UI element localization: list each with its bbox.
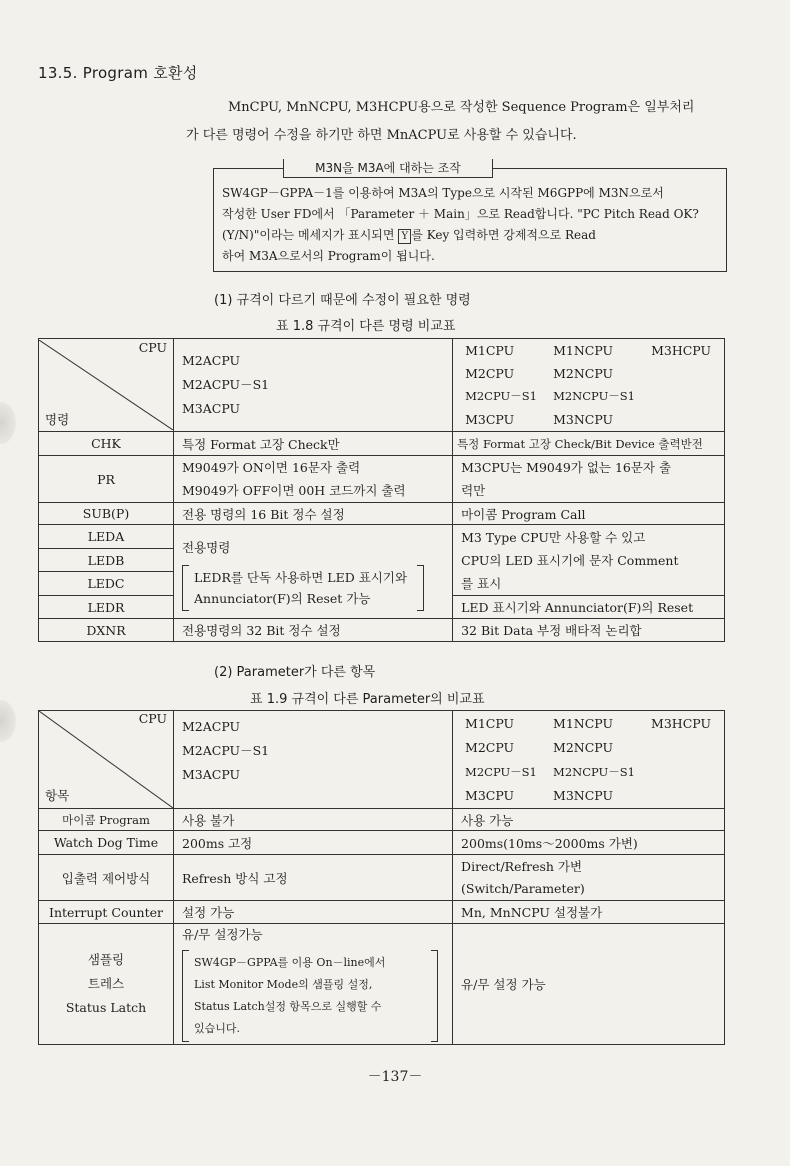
leda-b-line3: 를 표시 [461, 575, 502, 591]
table1-header-row [39, 339, 725, 432]
corner-item-label: 항목 [45, 788, 70, 803]
cpu-name: M2NCPU－S1 [553, 764, 635, 779]
note-line-2: 작성한 User FD에서 「Parameter ＋ Main」으로 Read합니다. "PC Pitch Read OK? [222, 207, 699, 221]
sampling-br-1: SW4GP－GPPA를 이용 On－line에서 [194, 956, 386, 969]
note-line-4: 하여 M3A으로서의 Program이 됩니다. [222, 249, 435, 263]
item-io-control: 입출력 제어방식 [39, 855, 174, 901]
leda-b-line2: CPU의 LED 표시기에 문자 Comment [461, 552, 679, 568]
cell-b: 마이콤 Program Call [453, 503, 725, 525]
cell-b: 32 Bit Data 부정 배타적 논리합 [453, 619, 725, 642]
table2-corner [39, 711, 174, 809]
table-row [39, 503, 725, 525]
corner-cpu-label: CPU [138, 711, 167, 726]
note-line-1: SW4GP－GPPA－1를 이용하여 M3A의 Type으로 시작된 M6GPP에 M3N으로서 [222, 186, 664, 200]
command-leda: LEDA [39, 525, 174, 549]
table2-caption: 표 1.9 규격이 다른 Parameter의 비교표 [250, 692, 485, 707]
command-ledr: LEDR [39, 596, 174, 619]
cpu-name: M2CPU－S1 [465, 764, 537, 779]
cpu-name: M1CPU [465, 715, 515, 731]
table-row [39, 924, 725, 1045]
table1-col-b-header [453, 339, 725, 432]
cpu-name: M1CPU [465, 343, 515, 358]
pr-a-line2: M9049가 OFF이면 00H 코드까지 출력 [182, 483, 406, 498]
led-bracket-line2: Annunciator(F)의 Reset 가능 [194, 591, 371, 606]
section-title: 13.5. Program 호환성 [38, 64, 198, 82]
table-row [39, 432, 725, 456]
cpu-name: M1NCPU [553, 715, 614, 731]
sampling-name1: 샘플링 [87, 952, 125, 967]
cpu-name: M2NCPU－S1 [553, 389, 635, 403]
sampling-name2: 트레스 [87, 976, 125, 991]
cpu-name: M2ACPU－S1 [182, 742, 270, 758]
table2-heading: (2) Parameter가 다른 항목 [214, 665, 376, 680]
item-sampling [39, 924, 174, 1045]
note-line-3 [222, 225, 720, 246]
table1-heading: (1) 규격이 다르기 때문에 수정이 필요한 명령 [214, 293, 471, 308]
command-dxnr: DXNR [39, 619, 174, 642]
cell-b: 200ms(10ms～2000ms 가변) [453, 831, 725, 855]
note-line-3a: (Y/N)"이라는 메세지가 표시되면 [222, 228, 399, 242]
cell-a [174, 924, 453, 1045]
cell-b [453, 456, 725, 503]
io-b-line1: Direct/Refresh 가변 [461, 858, 583, 874]
table-row [39, 855, 725, 901]
page-number: －137－ [367, 1069, 423, 1085]
table-row [39, 456, 725, 503]
cell-b: LED 표시기와 Annunciator(F)의 Reset [453, 596, 725, 619]
corner-command-label: 명령 [45, 412, 70, 427]
table-row [39, 809, 725, 831]
led-bracket-note [182, 563, 424, 613]
table-1-8 [38, 338, 725, 642]
punch-hole [0, 700, 16, 742]
cell-b: 사용 가능 [453, 809, 725, 831]
punch-hole [0, 402, 16, 444]
item-interrupt-counter: Interrupt Counter [39, 901, 174, 924]
intro-line-2: 가 다른 명령어 수정을 하기만 하면 MnACPU로 사용할 수 있습니다. [186, 128, 577, 143]
y-key: Y [398, 229, 411, 244]
sampling-br-3: Status Latch설정 항목으로 실행할 수 [194, 1000, 382, 1013]
table2-col-b-header [453, 711, 725, 809]
cpu-name: M3CPU [465, 412, 515, 427]
corner-cpu-label: CPU [138, 340, 167, 355]
command-ledc: LEDC [39, 572, 174, 596]
led-a-label: 전용명령 [182, 540, 231, 555]
cpu-name: M3ACPU [182, 766, 241, 782]
table-row [39, 619, 725, 642]
io-b-line2: (Switch/Parameter) [461, 880, 585, 896]
sampling-a-top: 유/무 설정가능 [182, 927, 263, 942]
cpu-name: M2ACPU [182, 718, 241, 734]
table1-corner [39, 339, 174, 432]
cell-a: 특정 Format 고장 Check만 [174, 432, 453, 456]
table1-col-a-header [174, 339, 453, 432]
cell-b [453, 855, 725, 901]
intro-line-1: MnCPU, MnNCPU, M3HCPU용으로 작성한 Sequence Program은 일부처리 [228, 100, 695, 115]
table-row [39, 525, 725, 549]
cpu-name: M2CPU [465, 366, 515, 381]
note-title: M3N을 M3A에 대하는 조작 [283, 159, 493, 178]
cell-a: 전용 명령의 16 Bit 정수 설정 [174, 503, 453, 525]
cell-a: 200ms 고정 [174, 831, 453, 855]
cpu-name: M3HCPU [651, 715, 711, 731]
table1-caption: 표 1.8 규격이 다른 명령 비교표 [276, 319, 456, 334]
cell-a: 전용명령의 32 Bit 정수 설정 [174, 619, 453, 642]
note-line-3b: 를 Key 입력하면 강제적으로 Read [411, 228, 596, 242]
cpu-name: M3NCPU [553, 412, 614, 427]
note-box [213, 161, 727, 272]
cell-a: 설정 가능 [174, 901, 453, 924]
sampling-br-4: 있습니다. [194, 1022, 241, 1035]
cpu-name: M3NCPU [553, 787, 614, 803]
cpu-name: M2NCPU [553, 739, 614, 755]
table2-col-a-header [174, 711, 453, 809]
cell-a: Refresh 방식 고정 [174, 855, 453, 901]
led-bracket-line1: LEDR를 단독 사용하면 LED 표시기와 [194, 570, 408, 585]
table2-header-row [39, 711, 725, 809]
cell-b: 유/무 설정 가능 [453, 924, 725, 1045]
cpu-name: M3CPU [465, 787, 515, 803]
cpu-name: M3ACPU [182, 401, 241, 416]
table-1-9 [38, 710, 725, 1045]
table-row [39, 901, 725, 924]
cpu-name: M2NCPU [553, 366, 614, 381]
cpu-name: M2ACPU [182, 353, 241, 368]
leda-b-line1: M3 Type CPU만 사용할 수 있고 [461, 529, 646, 545]
pr-b-line1: M3CPU는 M9049가 없는 16문자 출 [461, 460, 672, 475]
cell-a: 사용 불가 [174, 809, 453, 831]
command-ledb: LEDB [39, 549, 174, 572]
cpu-name: M2ACPU－S1 [182, 377, 270, 392]
command-sub: SUB(P) [39, 503, 174, 525]
table-row [39, 831, 725, 855]
cpu-name: M2CPU－S1 [465, 389, 537, 403]
sampling-br-2: List Monitor Mode의 샘플링 설정, [194, 978, 373, 991]
pr-b-line2: 력만 [461, 483, 486, 498]
cell-b: Mn, MnNCPU 설정불가 [453, 901, 725, 924]
command-pr: PR [39, 456, 174, 503]
cpu-name: M1NCPU [553, 343, 614, 358]
cpu-name: M3HCPU [651, 343, 712, 358]
cell-a [174, 456, 453, 503]
led-cell-b [453, 525, 725, 596]
cpu-name: M2CPU [465, 739, 515, 755]
led-cell-a [174, 525, 453, 619]
pr-a-line1: M9049가 ON이면 16문자 출력 [182, 460, 361, 475]
sampling-name3: Status Latch [65, 1000, 147, 1015]
note-body [222, 183, 720, 267]
sampling-bracket-note [182, 948, 438, 1044]
cell-b: 특정 Format 고장 Check/Bit Device 출력반전 [453, 432, 725, 456]
item-micom: 마이콤 Program [39, 809, 174, 831]
command-chk: CHK [39, 432, 174, 456]
item-watchdog: Watch Dog Time [39, 831, 174, 855]
